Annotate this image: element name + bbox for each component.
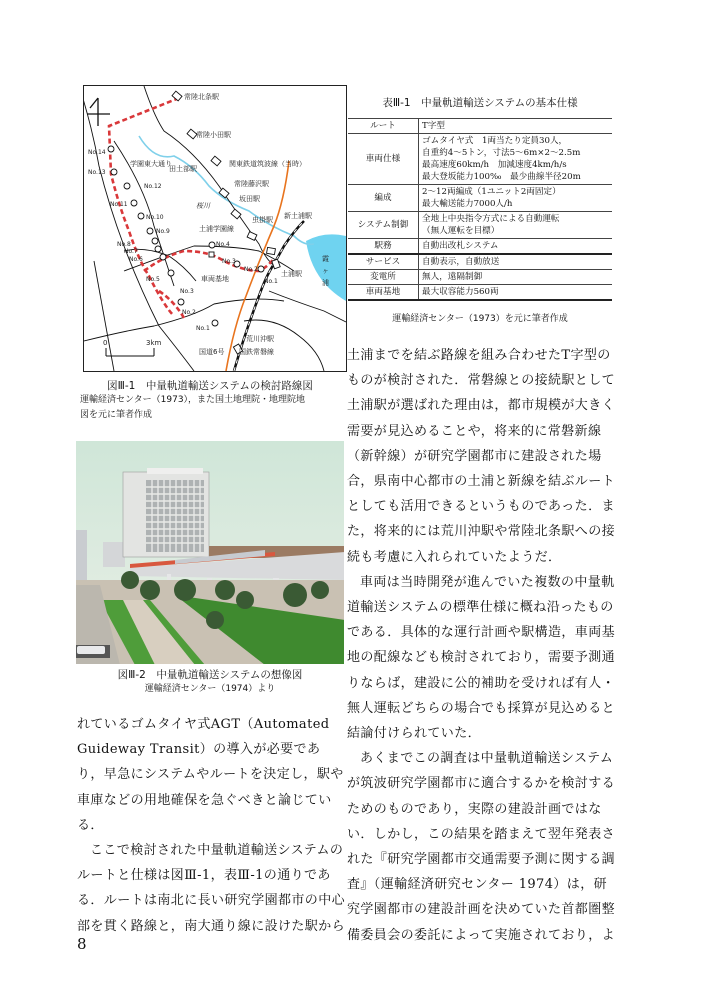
label-route6: 国道6号 bbox=[199, 348, 225, 356]
label-kasumigaura-3: 浦 bbox=[322, 279, 329, 287]
label-no6: No.6 bbox=[129, 256, 143, 263]
concept-illustration bbox=[75, 440, 345, 665]
label-depot: 車両基地 bbox=[201, 275, 229, 283]
label-no1-west: No.1 bbox=[196, 325, 210, 332]
paragraph: 土浦までを結ぶ路線を組み合わせたT字型のものが検討された．常磐線との接続駅として土浦駅が選ばれた理由は，都市規模が大きく需要が見込めることや，将来的に常磐新線（新幹線）が研究学園都市に建設された場合，県南中心都市の土浦と新線を結ぶルートとしても活用できるというものであった．また，将来的には荒川沖駅や常陸北条駅への接続も考慮に入れられていたようだ． bbox=[347, 348, 616, 565]
row-value: 自動表示，自動放送 bbox=[419, 254, 613, 270]
label-no7: No.7 bbox=[124, 248, 138, 255]
paragraph: れているゴムタイヤ式AGT（Automated Guideway Transit）の導入が必要であり，早急にシステムやルートを決定し，駅や車庫などの用地確保を急ぐべきと論じている． bbox=[77, 717, 344, 833]
label-kasumigaura-2: ヶ bbox=[322, 267, 329, 275]
label-no14: No.14 bbox=[88, 149, 106, 156]
paragraph: 車両は当時開発が進んでいた複数の中量軌道輸送システムの標準仕様に概ね沿ったものである．具体的な運行計画や駅構造，車両基地の配線なども検討されており，需要予測通りならば，建設に公的補助を受ければ有人・無人運転どちらの場合でも採算が見込めると結論付けられていた． bbox=[347, 574, 616, 742]
row-label: 車両仕様 bbox=[348, 134, 419, 185]
figure2-source: 運輸経済センター（1974）より bbox=[144, 684, 276, 694]
label-hitachi-hojo: 常陸北条駅 bbox=[184, 93, 219, 101]
label-mushikake: 虫掛駅 bbox=[252, 216, 273, 224]
row-value: 2～12両編成（1ユニット2両固定） 最大輸送能力7000人/h bbox=[419, 185, 613, 212]
scale-end: 3km bbox=[146, 339, 162, 347]
scale-zero: 0 bbox=[103, 339, 108, 347]
figure1-source bbox=[80, 393, 348, 423]
paragraph: ここで検討された中量軌道輸送システムのルートと仕様は図Ⅲ-1，表Ⅲ-1の通りである．ルートは南北に長い研究学園都市の中心部を貫く路線と，南大通り線に設けた駅から bbox=[77, 843, 346, 934]
table1-source: 運輸経済センター（1973）を元に筆者作成 bbox=[392, 314, 568, 324]
label-no5: No.5 bbox=[146, 276, 160, 283]
label-no9: No.9 bbox=[156, 228, 170, 235]
table-row bbox=[348, 134, 612, 185]
label-shin-tsuchiura: 新土浦駅 bbox=[284, 212, 312, 220]
tall-building bbox=[123, 468, 209, 557]
table-row bbox=[348, 254, 612, 270]
table-row bbox=[348, 285, 612, 301]
label-no2: No.2 bbox=[244, 266, 258, 273]
row-value: 自動出改札システム bbox=[419, 239, 613, 255]
right-column-text bbox=[347, 343, 617, 948]
label-no11: No.11 bbox=[110, 201, 128, 208]
label-no13: No.13 bbox=[88, 169, 106, 176]
table-row bbox=[348, 185, 612, 212]
row-label: サービス bbox=[348, 254, 419, 270]
table-row bbox=[348, 270, 612, 285]
figure1-source-line1: 運輸経済センター（1973），また国土地理院・地理院地 bbox=[80, 395, 306, 405]
label-no4: No.4 bbox=[216, 241, 230, 248]
route-map-figure bbox=[83, 85, 347, 372]
table-row bbox=[348, 239, 612, 255]
row-label: 編成 bbox=[348, 185, 419, 212]
row-value: T字型 bbox=[419, 119, 613, 134]
label-no2-west: No.2 bbox=[182, 309, 196, 316]
row-value: 無人，遠隔制御 bbox=[419, 270, 613, 285]
row-label: 駅務 bbox=[348, 239, 419, 255]
label-kasumigaura-1: 霞 bbox=[322, 255, 329, 263]
row-value: 最大収容能力560両 bbox=[419, 285, 613, 301]
row-label: ルート bbox=[348, 119, 419, 134]
label-joban: 国鉄常磐線 bbox=[239, 348, 274, 356]
label-tasobe: 田土部駅 bbox=[169, 165, 197, 173]
label-hitachi-fujisawa: 常陸藤沢駅 bbox=[234, 180, 269, 188]
label-kanto-line: 関東鉄道筑波線（当時） bbox=[229, 160, 306, 168]
row-value: 全地上中央指令方式による自動運転 （無人運転を目標） bbox=[419, 212, 613, 239]
label-sakata: 坂田駅 bbox=[239, 195, 260, 203]
label-no8: No.8 bbox=[117, 241, 131, 248]
figure1-source-line2: 図を元に筆者作成 bbox=[80, 410, 153, 420]
label-sakuragawa: 桜川 bbox=[196, 202, 210, 210]
left-column-text bbox=[77, 712, 345, 939]
row-label: 変電所 bbox=[348, 270, 419, 285]
row-label: 車両基地 bbox=[348, 285, 419, 301]
page-number: 8 bbox=[77, 935, 87, 953]
label-no3: No.3 bbox=[222, 258, 236, 265]
paragraph: あくまでこの調査は中量軌道輸送システムが筑波研究学園都市に適合するかを検討するためのものであり，実際の建設計画ではない．しかし，この結果を踏まえて翌年発表された『研究学園都市交通需要予測に関する調査』（運輸経済研究センター 1974）は，研究学園都市の建設計画を決めていた首都圏整備委員会の委託によって実施されており，よ bbox=[347, 751, 616, 943]
figure2-caption: 図Ⅲ-2 中量軌道輸送システムの想像図 bbox=[117, 669, 303, 681]
scale-bar bbox=[106, 348, 154, 356]
label-no12: No.12 bbox=[144, 183, 162, 190]
label-gakuen-higashi: 学園東大通り bbox=[130, 160, 172, 168]
table-row bbox=[348, 119, 612, 134]
table1-caption: 表Ⅲ-1 中量軌道輸送システムの基本仕様 bbox=[382, 97, 578, 109]
row-label: システム制御 bbox=[348, 212, 419, 239]
figure1-caption: 図Ⅲ-1 中量軌道輸送システムの検討路線図 bbox=[107, 380, 313, 392]
label-no1: No.1 bbox=[264, 278, 278, 285]
row-value: ゴムタイヤ式 1両当たり定員30人， 自重約4～5トン，寸法5～6m×2～2.5m 最高速度60km/h 加減速度4km/h/s 最大登坂能力100‰ 最少曲線半径20m bbox=[419, 134, 613, 185]
label-tsuchiura-gakuen: 土浦学園線 bbox=[199, 225, 234, 233]
label-arakawaoki: 荒川沖駅 bbox=[246, 335, 274, 343]
spec-table bbox=[348, 118, 612, 301]
label-no3-west: No.3 bbox=[180, 288, 194, 295]
route-map-svg bbox=[84, 86, 346, 371]
north-arrow-icon bbox=[87, 98, 110, 126]
label-no10: No.10 bbox=[146, 214, 164, 221]
label-hitachi-oda: 常陸小田駅 bbox=[196, 131, 231, 139]
table-row bbox=[348, 212, 612, 239]
label-tsuchiura: 土浦駅 bbox=[281, 270, 302, 278]
